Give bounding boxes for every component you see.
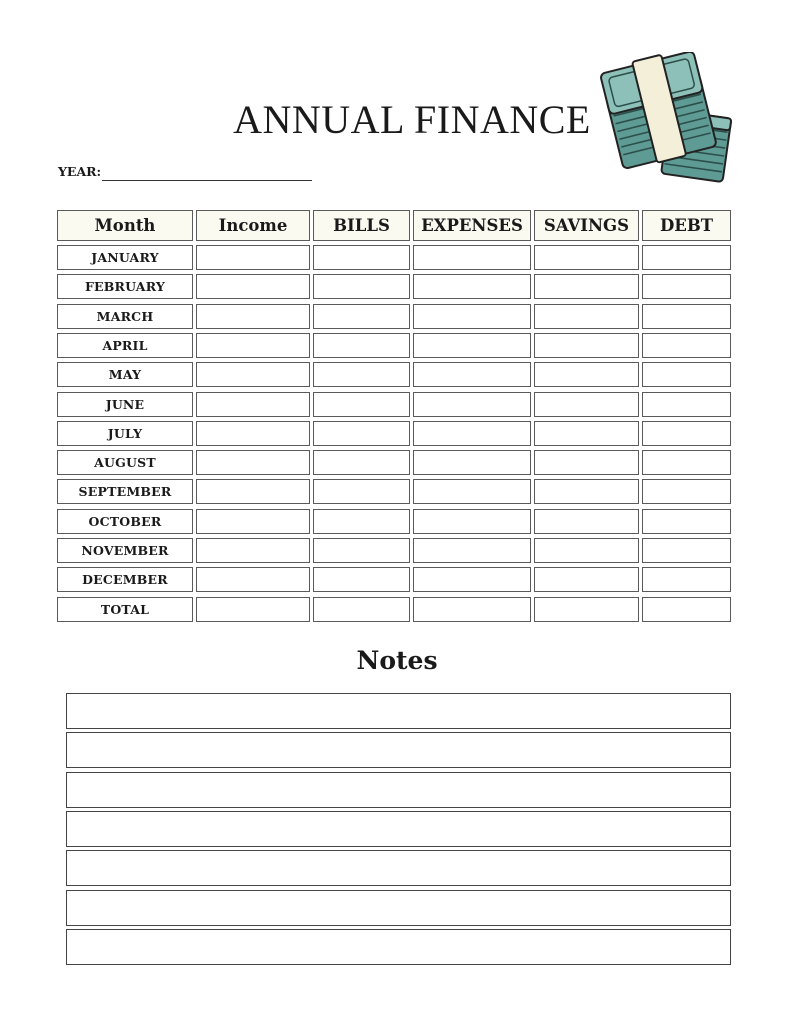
notes-title: Notes [356, 646, 438, 675]
row-label-january: JANUARY [57, 245, 193, 270]
cell-november-savings[interactable] [534, 538, 639, 563]
notes-line[interactable] [66, 890, 731, 926]
cell-july-savings[interactable] [534, 421, 639, 446]
notes-line[interactable] [66, 732, 731, 768]
cell-march-expenses[interactable] [413, 304, 531, 329]
cell-february-bills[interactable] [313, 274, 410, 299]
cell-march-savings[interactable] [534, 304, 639, 329]
cell-october-debt[interactable] [642, 509, 731, 534]
cell-september-debt[interactable] [642, 479, 731, 504]
cell-october-expenses[interactable] [413, 509, 531, 534]
column-header-savings: SAVINGS [534, 210, 639, 241]
row-label-september: SEPTEMBER [57, 479, 193, 504]
notes-line[interactable] [66, 811, 731, 847]
row-label-february: FEBRUARY [57, 274, 193, 299]
cell-april-savings[interactable] [534, 333, 639, 358]
row-label-total: TOTAL [57, 597, 193, 622]
cell-august-savings[interactable] [534, 450, 639, 475]
year-label: YEAR: [58, 164, 102, 179]
cell-march-debt[interactable] [642, 304, 731, 329]
cell-total-income[interactable] [196, 597, 310, 622]
cell-october-savings[interactable] [534, 509, 639, 534]
cell-august-bills[interactable] [313, 450, 410, 475]
cell-total-debt[interactable] [642, 597, 731, 622]
cell-may-debt[interactable] [642, 362, 731, 387]
money-stack-icon [592, 52, 740, 186]
cell-april-bills[interactable] [313, 333, 410, 358]
row-label-july: JULY [57, 421, 193, 446]
cell-august-income[interactable] [196, 450, 310, 475]
cell-november-debt[interactable] [642, 538, 731, 563]
notes-line[interactable] [66, 772, 731, 808]
cell-november-income[interactable] [196, 538, 310, 563]
cell-june-expenses[interactable] [413, 392, 531, 417]
cell-april-debt[interactable] [642, 333, 731, 358]
row-label-august: AUGUST [57, 450, 193, 475]
cell-september-expenses[interactable] [413, 479, 531, 504]
year-input-line[interactable] [102, 180, 312, 181]
row-label-june: JUNE [57, 392, 193, 417]
cell-february-income[interactable] [196, 274, 310, 299]
cell-december-debt[interactable] [642, 567, 731, 592]
cell-may-bills[interactable] [313, 362, 410, 387]
row-label-november: NOVEMBER [57, 538, 193, 563]
cell-january-bills[interactable] [313, 245, 410, 270]
cell-september-income[interactable] [196, 479, 310, 504]
cell-december-bills[interactable] [313, 567, 410, 592]
cell-june-debt[interactable] [642, 392, 731, 417]
cell-may-expenses[interactable] [413, 362, 531, 387]
row-label-april: APRIL [57, 333, 193, 358]
cell-october-income[interactable] [196, 509, 310, 534]
notes-line[interactable] [66, 929, 731, 965]
cell-january-debt[interactable] [642, 245, 731, 270]
row-label-december: DECEMBER [57, 567, 193, 592]
cell-july-debt[interactable] [642, 421, 731, 446]
cell-july-bills[interactable] [313, 421, 410, 446]
cell-february-debt[interactable] [642, 274, 731, 299]
cell-august-expenses[interactable] [413, 450, 531, 475]
cell-total-bills[interactable] [313, 597, 410, 622]
column-header-income: Income [196, 210, 310, 241]
row-label-october: OCTOBER [57, 509, 193, 534]
cell-february-savings[interactable] [534, 274, 639, 299]
page-title: ANNUAL FINANCE [233, 97, 591, 142]
cell-october-bills[interactable] [313, 509, 410, 534]
cell-february-expenses[interactable] [413, 274, 531, 299]
cell-april-expenses[interactable] [413, 333, 531, 358]
notes-line[interactable] [66, 850, 731, 886]
column-header-expenses: EXPENSES [413, 210, 531, 241]
row-label-may: MAY [57, 362, 193, 387]
cell-november-expenses[interactable] [413, 538, 531, 563]
cell-september-bills[interactable] [313, 479, 410, 504]
cell-march-bills[interactable] [313, 304, 410, 329]
cell-december-income[interactable] [196, 567, 310, 592]
cell-total-expenses[interactable] [413, 597, 531, 622]
cell-july-income[interactable] [196, 421, 310, 446]
cell-june-bills[interactable] [313, 392, 410, 417]
cell-march-income[interactable] [196, 304, 310, 329]
column-header-debt: DEBT [642, 210, 731, 241]
column-header-bills: BILLS [313, 210, 410, 241]
cell-may-savings[interactable] [534, 362, 639, 387]
column-header-month: Month [57, 210, 193, 241]
cell-total-savings[interactable] [534, 597, 639, 622]
cell-november-bills[interactable] [313, 538, 410, 563]
cell-january-savings[interactable] [534, 245, 639, 270]
cell-january-income[interactable] [196, 245, 310, 270]
cell-september-savings[interactable] [534, 479, 639, 504]
cell-december-expenses[interactable] [413, 567, 531, 592]
cell-june-income[interactable] [196, 392, 310, 417]
cell-june-savings[interactable] [534, 392, 639, 417]
notes-line[interactable] [66, 693, 731, 729]
row-label-march: MARCH [57, 304, 193, 329]
cell-april-income[interactable] [196, 333, 310, 358]
cell-july-expenses[interactable] [413, 421, 531, 446]
cell-december-savings[interactable] [534, 567, 639, 592]
cell-january-expenses[interactable] [413, 245, 531, 270]
cell-august-debt[interactable] [642, 450, 731, 475]
cell-may-income[interactable] [196, 362, 310, 387]
